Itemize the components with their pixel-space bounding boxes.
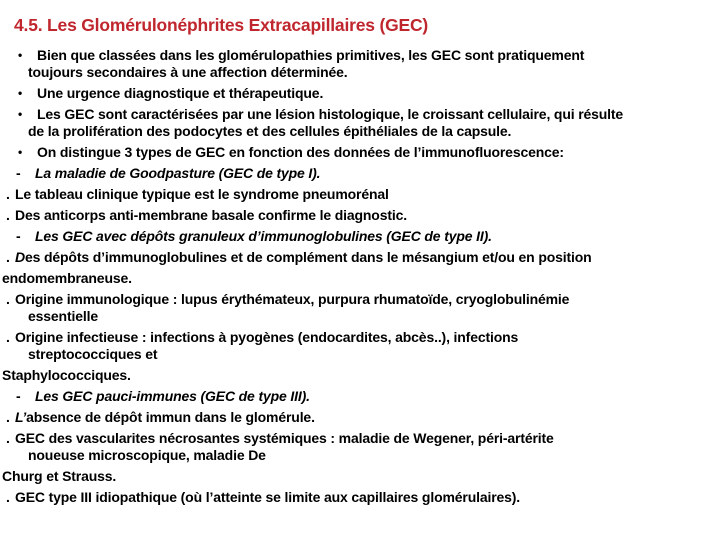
text-segment: noueuse microscopique, maladie De (28, 447, 266, 463)
text-segment: D (15, 249, 25, 265)
dash-marker: - (16, 388, 21, 404)
text-segment: Une urgence diagnostique et thérapeutique. (37, 85, 324, 101)
dash-marker: - (16, 228, 21, 244)
text-line (2, 306, 720, 327)
text-segment: essentielle (28, 308, 98, 324)
text-segment: endomembraneuse. (2, 270, 132, 286)
dot-marker: . (6, 249, 10, 265)
text-segment: Origine infectieuse : infections à pyogènes (endocardites, abcès..), infections (15, 329, 519, 345)
dot-marker: . (6, 409, 10, 425)
text-segment: Origine immunologique : lupus érythémateux, purpura rhumatoïde, cryoglobulinémie (15, 291, 570, 307)
bullet-marker: • (18, 145, 23, 159)
text-segment: GEC type III idiopathique (où l’atteinte se limite aux capillaires glomérulaires). (15, 489, 521, 505)
text-line (2, 205, 720, 226)
text-segment: streptococciques et (28, 346, 158, 362)
text-line (2, 386, 720, 407)
text-segment: Bien que classées dans les glomérulopathies primitives, les GEC sont pratiquement (37, 47, 585, 63)
text-segment: La maladie de Goodpasture (GEC de type I). (35, 165, 321, 181)
text-line (2, 344, 720, 365)
text-line (2, 226, 720, 247)
text-segment: Le tableau clinique typique est le syndrome pneumorénal (15, 186, 389, 202)
text-line (2, 83, 720, 104)
dash-marker: - (16, 165, 21, 181)
text-line (2, 445, 720, 466)
text-segment: Les GEC pauci-immunes (GEC de type III). (35, 388, 310, 404)
text-segment: Staphylococciques. (2, 367, 131, 383)
dot-marker: . (6, 489, 10, 505)
text-segment: On distingue 3 types de GEC en fonction des données de l’immunofluorescence: (37, 144, 564, 160)
text-segment: absence de dépôt immun dans le glomérule. (26, 409, 315, 425)
text-line (2, 407, 720, 428)
dot-marker: . (6, 430, 10, 446)
bullet-marker: • (18, 48, 23, 62)
text-line (2, 142, 720, 163)
text-segment: Churg et Strauss. (2, 468, 117, 484)
bullet-marker: • (18, 107, 23, 121)
text-segment: de la prolifération des podocytes et des cellules épithéliales de la capsule. (28, 123, 512, 139)
dot-marker: . (6, 291, 10, 307)
text-line (2, 466, 720, 487)
slide-title: 4.5. Les Glomérulonéphrites Extracapillaires (GEC) (14, 15, 429, 35)
text-segment: toujours secondaires à une affection déterminée. (28, 64, 348, 80)
text-line (2, 163, 720, 184)
bullet-marker: • (18, 86, 23, 100)
text-line (2, 62, 720, 83)
text-segment: GEC des vascularites nécrosantes systémiques : maladie de Wegener, péri-artérite (15, 430, 554, 446)
text-line (2, 365, 720, 386)
dot-marker: . (6, 329, 10, 345)
text-segment: L’ (15, 409, 27, 425)
dot-marker: . (6, 186, 10, 202)
text-segment: Les GEC sont caractérisées par une lésion histologique, le croissant cellulaire, qui résulte (37, 106, 624, 122)
text-line (2, 487, 720, 508)
text-segment: Les GEC avec dépôts granuleux d’immunoglobulines (GEC de type II). (35, 228, 492, 244)
dot-marker: . (6, 207, 10, 223)
text-line (2, 247, 720, 268)
text-line (2, 121, 720, 142)
slide-body (2, 45, 720, 508)
text-segment: es dépôts d’immunoglobulines et de complément dans le mésangium et/ou en position (24, 249, 592, 265)
text-line (2, 184, 720, 205)
text-segment: Des anticorps anti-membrane basale confirme le diagnostic. (15, 207, 407, 223)
text-line (2, 268, 720, 289)
